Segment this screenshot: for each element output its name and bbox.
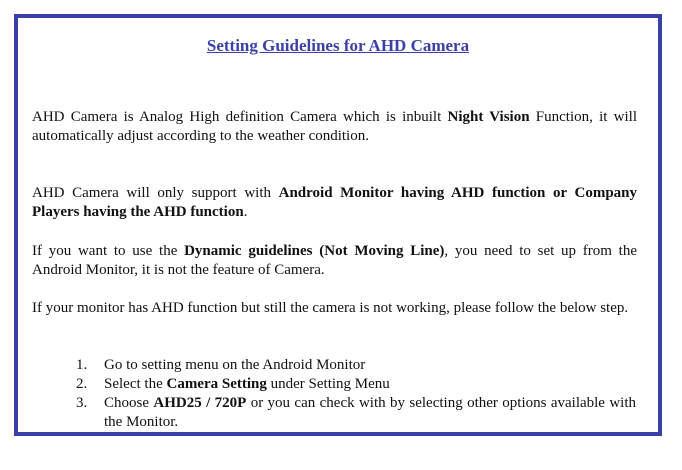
paragraph-night-vision <box>32 108 637 146</box>
paragraph-text: Function, it will automatically adjust according to the weather condition. <box>32 109 637 144</box>
document-frame <box>14 14 662 436</box>
step-number: 3. <box>76 395 88 411</box>
paragraph-text: AHD Camera is Analog High definition Camera which is inbuilt <box>32 109 448 125</box>
step-text: Choose AHD25 / 720P or you can check with by selecting other options available with the Monitor. <box>104 395 637 430</box>
step-number: 2. <box>76 376 88 392</box>
paragraph-support <box>32 184 637 222</box>
step-text: Select the Camera Setting under Setting Menu <box>104 376 390 392</box>
paragraph-bold-text: Android Monitor having AHD function or Company Players having the AHD function <box>32 185 637 220</box>
paragraph-troubleshoot: If your monitor has AHD function but still the camera is not working, please follow the below step. <box>32 300 629 316</box>
paragraph-bold-text: Night Vision <box>447 109 530 125</box>
paragraph-bold-text: Dynamic guidelines (Not Moving Line) <box>184 243 445 259</box>
paragraph-text: . <box>243 204 248 220</box>
paragraph-text: , you need to set up from the Android Monitor, it is not the feature of Camera. <box>32 243 637 278</box>
step-number: 1. <box>76 357 88 373</box>
steps-list <box>76 356 636 432</box>
list-item <box>76 356 636 375</box>
list-item <box>76 394 636 432</box>
paragraph-text: If you want to use the <box>32 243 185 259</box>
document-title: Setting Guidelines for AHD Camera <box>206 36 470 55</box>
paragraph-dynamic-guidelines <box>32 242 637 280</box>
list-item <box>76 375 636 394</box>
paragraph-text: AHD Camera will only support with <box>32 185 279 201</box>
step-text: Go to setting menu on the Android Monitor <box>104 357 366 373</box>
